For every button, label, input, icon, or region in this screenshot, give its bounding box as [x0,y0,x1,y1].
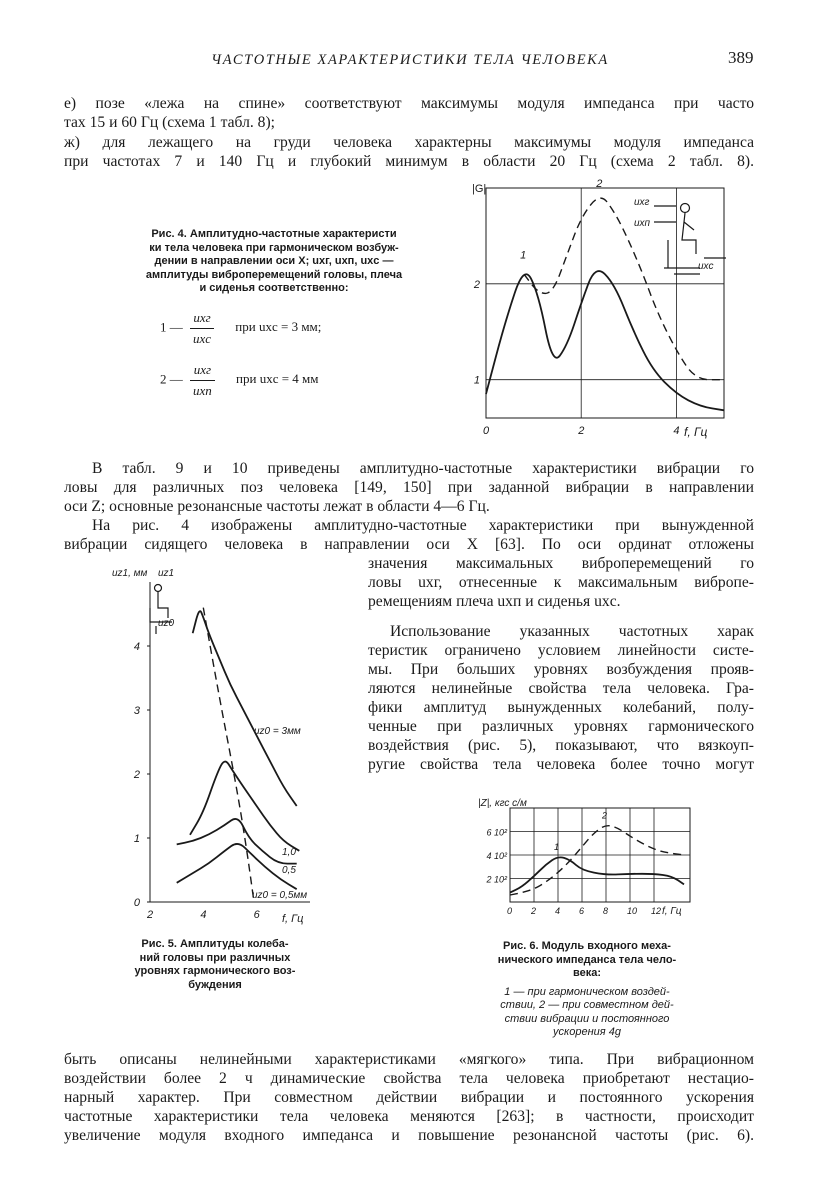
caption-line: века: [572,967,602,979]
fig5-legend-label: uz0 [158,618,175,629]
text-line: при частотах 7 и 140 Гц и глубокий минимум в области 20 Гц (схема 2 табл. 8). [64,153,754,170]
text-line: увеличение модуля входного импеданса и повышение резонансной частоты (рис. 6). [64,1127,754,1144]
series-number-label: 2 [596,178,603,190]
running-title: ЧАСТОТНЫЕ ХАРАКТЕРИСТИКИ ТЕЛА ЧЕЛОВЕКА [211,52,609,68]
caption-line: уровнях гармонического воз- [134,965,296,977]
legend-shoulder: uxп [634,218,651,229]
series-line [524,198,724,380]
seat-lines [664,240,700,274]
head-circle [681,204,690,213]
y-tick-label: 6 10² [486,827,507,838]
caption-line: Рис. 6. Модуль входного меха- [503,940,671,952]
y-tick-label: 0 [133,897,140,909]
x-tick-label: 6 [579,906,585,916]
series-number-label: 1 [520,249,527,262]
fig4-chart [468,178,730,448]
text-line: воздействия (рис. 5), показывают, что вязкоуп- [368,737,754,754]
text-line: ругие свойства тела человека более точно могут [368,756,754,773]
fig6-ticks [485,828,661,917]
x-tick-label: 0 [507,906,513,916]
text-line: е) позе «лежа на спине» соответствуют максимумы модуля импеданса при часто [64,95,754,112]
text-line: тах 15 и 60 Гц (схема 1 табл. 8); [64,114,275,131]
eq-label: 2 — [160,371,183,387]
text-line: вибрации сидящего человека в направлении оси X [63]. По оси ординат отложены [64,536,754,553]
series-line [203,608,254,902]
text-line: частотные характеристики тела человека меняются [263]; в частности, происходит [64,1108,754,1125]
x-tick-label: 0 [483,425,490,437]
fig4-y-axis-label: |G| [472,183,487,195]
text-line: Использование указанных частотных харак [390,623,754,640]
caption-line: нического импеданса тела чело- [497,953,677,966]
series-line [510,826,684,895]
text-line: ляются нелинейные свойства тела человека. Гра- [368,680,754,697]
text-line: ченные при различных уровнях гармонического [368,718,754,735]
series-line [193,611,297,806]
fig5-x-axis-label: f, Гц [282,913,304,925]
text-line: ж) для лежащего на груди человека характерны максимумы модуля импеданса [64,134,754,151]
series-line [486,271,724,410]
caption-note: 1 — при гармоническом воздей- [504,985,670,998]
text-line: На рис. 4 изображены амплитудно-частотные характеристики при вынужденной [92,517,754,534]
eq-fraction [190,310,214,347]
arm-line [684,222,694,230]
text-line: ловы для различных поз человека [149, 150] при заданной вибрации в направлении [64,479,754,496]
head-circle [155,585,162,592]
eq-condition: при uxc = 3 мм; [235,319,322,335]
text-line: ловы uxг, отнесенные к максимальным вибропе- [368,574,754,591]
caption-line: дении в направлении оси X; uxг, uxп, uxc — [154,255,394,267]
x-tick-label: 6 [253,909,260,921]
fig4-person-sketch [654,204,726,275]
fig6-chart [478,796,708,926]
y-tick-label: 2 [473,278,480,291]
fig4-frame [486,188,724,418]
caption-line: Рис. 4. Амплитудно-частотные характеристи [151,228,397,240]
fig6-series [510,810,684,895]
eq-numerator: uxг [190,310,214,329]
eq-numerator: uxг [190,362,215,381]
x-tick-label: 12 [651,906,662,916]
fig4-equation-1 [160,310,321,347]
caption-note: ствии, 2 — при совместном дей- [500,999,674,1011]
y-tick-label: 4 10² [486,851,507,861]
caption-line: буждения [188,978,242,991]
arrow-lines [654,206,726,258]
fig5-y-axis-label: uz1, мм [112,568,148,579]
text-line: оси Z; основные резонансные частоты лежат в области 4—6 Гц. [64,498,490,515]
text-line: В табл. 9 и 10 приведены амплитудно-частотные характеристики вибрации го [92,460,754,477]
page-number: 389 [728,48,754,67]
series-number-label: 1 [554,842,560,853]
x-tick-label: 4 [555,906,561,916]
x-tick-label: 4 [673,425,680,437]
x-tick-label: 10 [627,906,638,916]
y-tick-label: 3 [133,705,140,717]
fig4-ticks [473,279,680,437]
text-line: быть описаны нелинейными характеристиками «мягкого» типа. При вибрационном [64,1051,754,1068]
y-tick-label: 1 [473,374,480,387]
y-tick-label: 4 [133,641,140,653]
fig4-equation-2 [160,362,319,399]
eq-denominator: uxc [193,331,212,346]
fig6-x-axis-label: f, Гц [662,906,682,917]
caption-line: и сиденья соответственно: [199,282,349,294]
x-tick-label: 8 [603,906,609,916]
body-lines [682,213,696,254]
x-tick-label: 2 [531,906,537,916]
caption-line: ний головы при различных [139,951,291,964]
text-line: воздействии более 2 ч динамические свойства тела человека приобретают нестацио- [64,1070,754,1087]
series-number-label: 2 [602,810,608,821]
y-tick-label: 1 [133,833,140,845]
caption-note: ствии вибрации и постоянного [504,1012,670,1025]
x-tick-label: 2 [578,425,585,437]
fig6-y-axis-label: |Z|, кгс с/м [478,798,527,809]
text-line: фики амплитуд вынужденных колебаний, полу- [368,699,754,716]
fig4-grid [486,188,724,418]
text-line: теристик ограничено условием линейности систе- [368,642,754,659]
fig5-y-axis-label-2: uz1 [158,568,175,579]
fig5-label-1-0: 1,0 [282,847,296,858]
legend-head: uxг [634,197,650,208]
text-line: значения максимальных виброперемещений го [368,555,754,572]
fig5-chart [112,560,322,930]
caption-note: ускорения 4g [553,1026,621,1038]
fig5-label-0-5: 0,5 [282,865,296,876]
eq-denominator: uxп [193,383,212,398]
fig4-x-axis-label: f, Гц [684,425,708,439]
fig5-caption [102,938,328,992]
fig5-label-3mm: uz0 = 3мм [254,726,301,737]
eq-fraction [190,362,215,399]
caption-line: Рис. 5. Амплитуды колеба- [141,938,289,950]
caption-line: амплитуды виброперемещений головы, плеча [145,268,403,281]
fig6-caption [458,940,716,1040]
eq-label: 1 — [160,319,183,335]
legend-seat: uxc [698,261,714,272]
series-line [190,762,299,851]
y-tick-label: 2 10² [486,874,507,885]
text-line: ремещениям плеча uxп и сиденья uxc. [368,593,621,610]
text-line: мы. При больших уровнях возбуждения прояв- [368,661,754,678]
x-tick-label: 4 [200,909,207,921]
eq-condition: при uxc = 4 мм [236,371,319,387]
fig4-caption [94,228,454,296]
fig4-series [486,178,724,410]
series-line [177,844,297,889]
text-line: нарный характер. При совместном действии вибрации и постоянного ускорения [64,1089,754,1106]
fig5-label-0-5mm: uz0 = 0,5мм [252,890,308,901]
fig5-series [177,608,300,902]
fig5-ticks [133,641,261,921]
x-tick-label: 2 [147,909,154,921]
y-tick-label: 2 [133,769,140,781]
caption-line: ки тела человека при гармоническом возбуж- [149,241,399,254]
